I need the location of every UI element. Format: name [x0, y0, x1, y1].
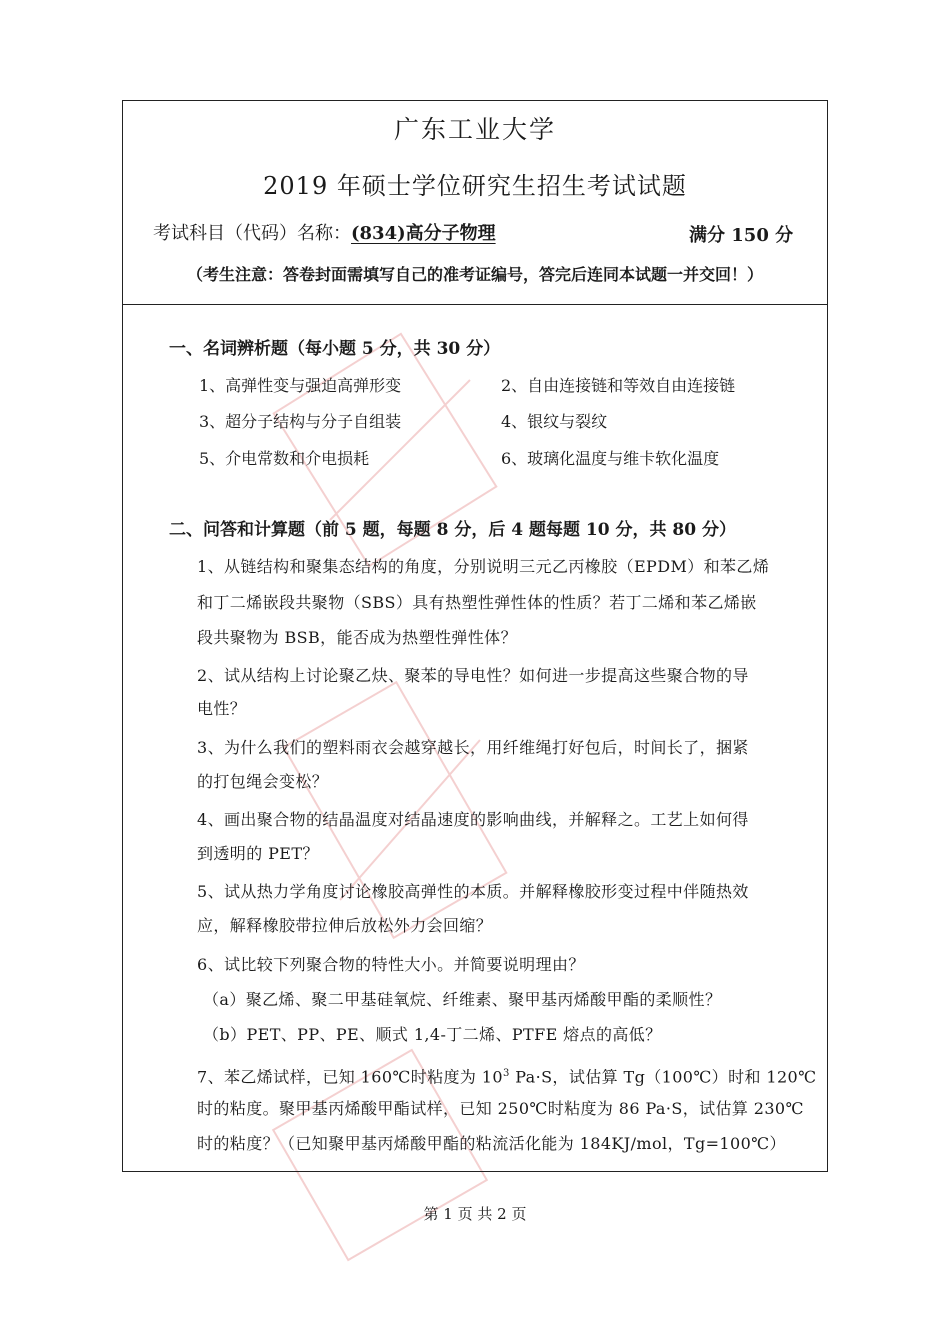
s1-item-1: 1、高弹性变与强迫高弹形变 — [199, 376, 402, 395]
exam-frame — [122, 100, 828, 1172]
q7-line1-a: 7、苯乙烯试样，已知 160℃时粘度为 10 — [197, 1067, 503, 1087]
q2-line1: 2、试从结构上讨论聚乙炔、聚苯的导电性？如何进一步提高这些聚合物的导 — [197, 666, 749, 685]
s1-item-2: 2、自由连接链和等效自由连接链 — [501, 376, 736, 395]
q6-part-b: （b）PET、PP、PE、顺式 1,4-丁二烯、PTFE 熔点的高低？ — [203, 1025, 662, 1044]
q1-line1: 1、从链结构和聚集态结构的角度，分别说明三元乙丙橡胶（EPDM）和苯乙烯 — [197, 557, 770, 576]
s1-item-3: 3、超分子结构与分子自组装 — [199, 412, 402, 431]
q7-exponent: 3 — [502, 1068, 510, 1079]
full-score: 满分 150 分 — [689, 225, 794, 246]
q4-line2: 到透明的 PET？ — [197, 844, 319, 863]
s1-item-6: 6、玻璃化温度与维卡软化温度 — [501, 449, 720, 468]
subject-name: (834)高分子物理 — [351, 223, 496, 244]
q1-line2: 和丁二烯嵌段共聚物（SBS）具有热塑性弹性体的性质？若丁二烯和苯乙烯嵌 — [197, 593, 757, 612]
page-number: 第 1 页 共 2 页 — [423, 1205, 527, 1223]
q3-line2: 的打包绳会变松？ — [197, 772, 329, 791]
s1-item-5: 5、介电常数和介电损耗 — [199, 449, 370, 468]
q2-line2: 电性？ — [197, 699, 247, 718]
q5-line2: 应，解释橡胶带拉伸后放松外力会回缩？ — [197, 916, 493, 935]
q7-line1 — [197, 1064, 816, 1087]
subject-label: 考试科目（代码）名称： — [153, 223, 351, 244]
q6-line1: 6、试比较下列聚合物的特性大小。并简要说明理由？ — [197, 955, 585, 974]
q7-line3: 时的粘度？（已知聚甲基丙烯酸甲酯的粘流活化能为 184KJ/mol，Tg=100℃） — [197, 1134, 786, 1153]
section2-title: 二、问答和计算题（前 5 题，每题 8 分，后 4 题每题 10 分，共 80 分） — [169, 520, 736, 540]
header-divider — [123, 304, 827, 305]
q3-line1: 3、为什么我们的塑料雨衣会越穿越长，用纤维绳打好包后，时间长了，捆紧 — [197, 738, 749, 757]
section1-title: 一、名词辨析题（每小题 5 分，共 30 分） — [169, 339, 501, 359]
q5-line1: 5、试从热力学角度讨论橡胶高弹性的本质。并解释橡胶形变过程中伴随热效 — [197, 882, 749, 901]
s1-item-4: 4、银纹与裂纹 — [501, 412, 608, 431]
q1-line3: 段共聚物为 BSB，能否成为热塑性弹性体？ — [197, 628, 517, 647]
q7-line2: 时的粘度。聚甲基丙烯酸甲酯试样，已知 250℃时粘度为 86 Pa·S，试估算 230℃ — [197, 1099, 804, 1118]
university-name: 广东工业大学 — [393, 115, 556, 144]
q6-part-a: （a）聚乙烯、聚二甲基硅氧烷、纤维素、聚甲基丙烯酸甲酯的柔顺性？ — [203, 990, 722, 1009]
subject-line — [153, 221, 496, 247]
q7-line1-b: Pa·S，试估算 Tg（100℃）时和 120℃ — [509, 1067, 817, 1087]
q4-line1: 4、画出聚合物的结晶温度对结晶速度的影响曲线，并解释之。工艺上如何得 — [197, 810, 749, 829]
exam-title: 2019 年硕士学位研究生招生考试试题 — [263, 172, 687, 200]
candidate-notice: （考生注意：答卷封面需填写自己的准考证编号，答完后连同本试题一并交回！） — [186, 265, 763, 284]
